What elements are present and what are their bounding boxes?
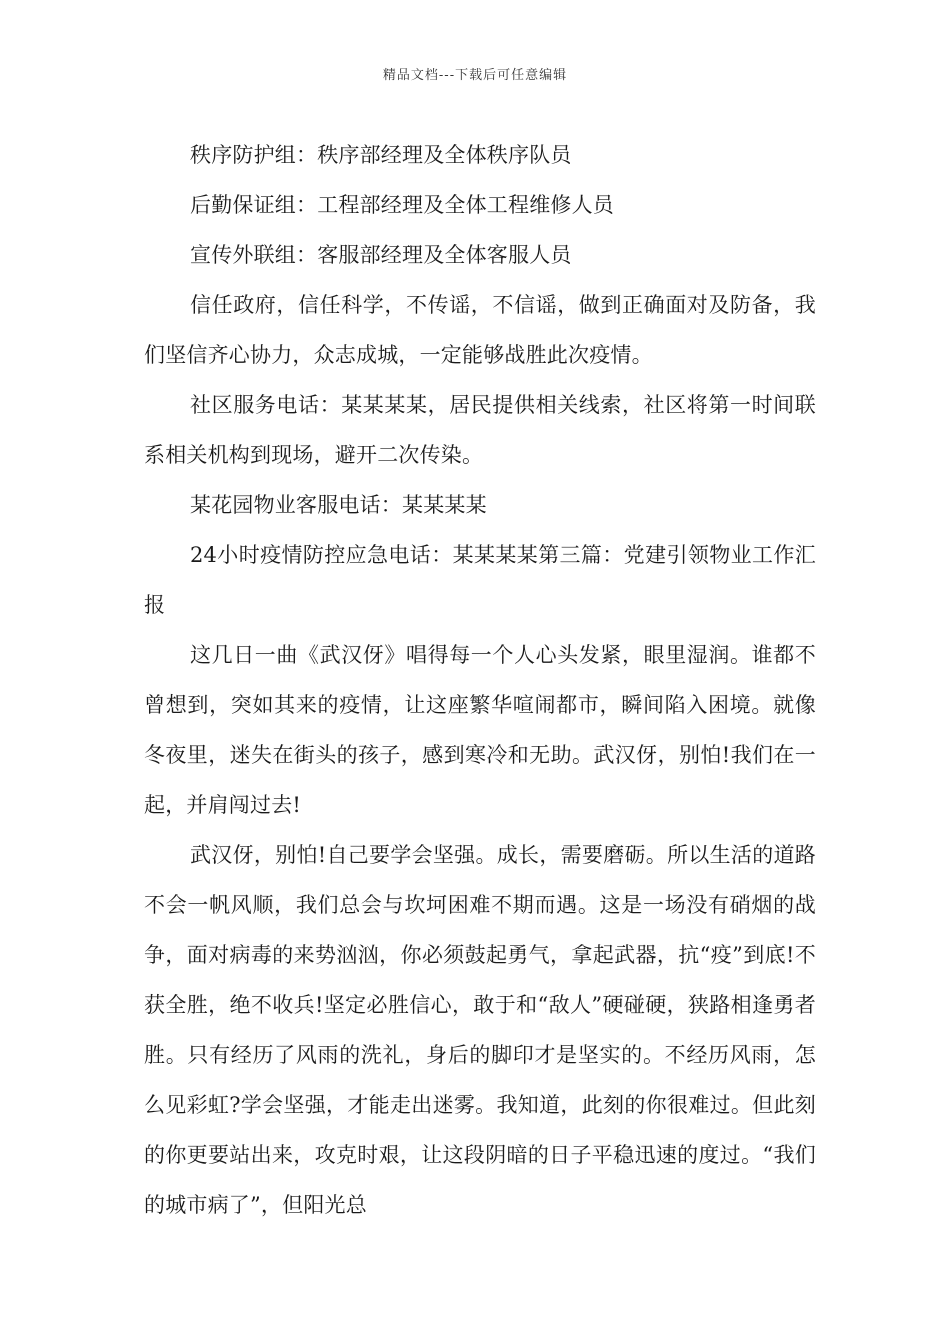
paragraph: 武汉伢，别怕!自己要学会坚强。成长，需要磨砺。所以生活的道路不会一帆风顺，我们总会与坎坷困难不期而遇。这是一场没有硝烟的战争，面对病毒的来势汹汹，你必须鼓起勇气，拿起武器，抗“疫”到底!不获全胜，绝不收兵!坚定必胜信心，敢于和“敌人”硬碰硬，狭路相逢勇者胜。只有经历了风雨的洗礼，身后的脚印才是坚实的。不经历风雨，怎么见彩虹?学会坚强，才能走出迷雾。我知道，此刻的你很难过。但此刻的你更要站出来，攻克时艰，让这段阴暗的日子平稳迅速的度过。“我们的城市病了”，但阳光总 <box>144 843 816 1217</box>
document-body <box>144 130 816 1230</box>
paragraph: 某花园物业客服电话：某某某某 <box>190 493 487 517</box>
paragraph: 24小时疫情防控应急电话：某某某某第三篇：党建引领物业工作汇报 <box>144 543 816 617</box>
paragraph: 后勤保证组：工程部经理及全体工程维修人员 <box>190 193 614 217</box>
paragraph: 社区服务电话：某某某某，居民提供相关线索，社区将第一时间联系相关机构到现场，避开二次传染。 <box>144 393 816 467</box>
paragraph: 秩序防护组：秩序部经理及全体秩序队员 <box>190 143 572 167</box>
page-header: 精品文档---下载后可任意编辑 <box>382 68 568 83</box>
paragraph: 宣传外联组：客服部经理及全体客服人员 <box>190 243 572 267</box>
paragraph: 信任政府，信任科学，不传谣，不信谣，做到正确面对及防备，我们坚信齐心协力，众志成城，一定能够战胜此次疫情。 <box>144 293 816 367</box>
paragraph: 这几日一曲《武汉伢》唱得每一个人心头发紧，眼里湿润。谁都不曾想到，突如其来的疫情，让这座繁华喧闹都市，瞬间陷入困境。就像冬夜里，迷失在街头的孩子，感到寒冷和无助。武汉伢，别怕!我们在一起，并肩闯过去! <box>144 643 816 817</box>
